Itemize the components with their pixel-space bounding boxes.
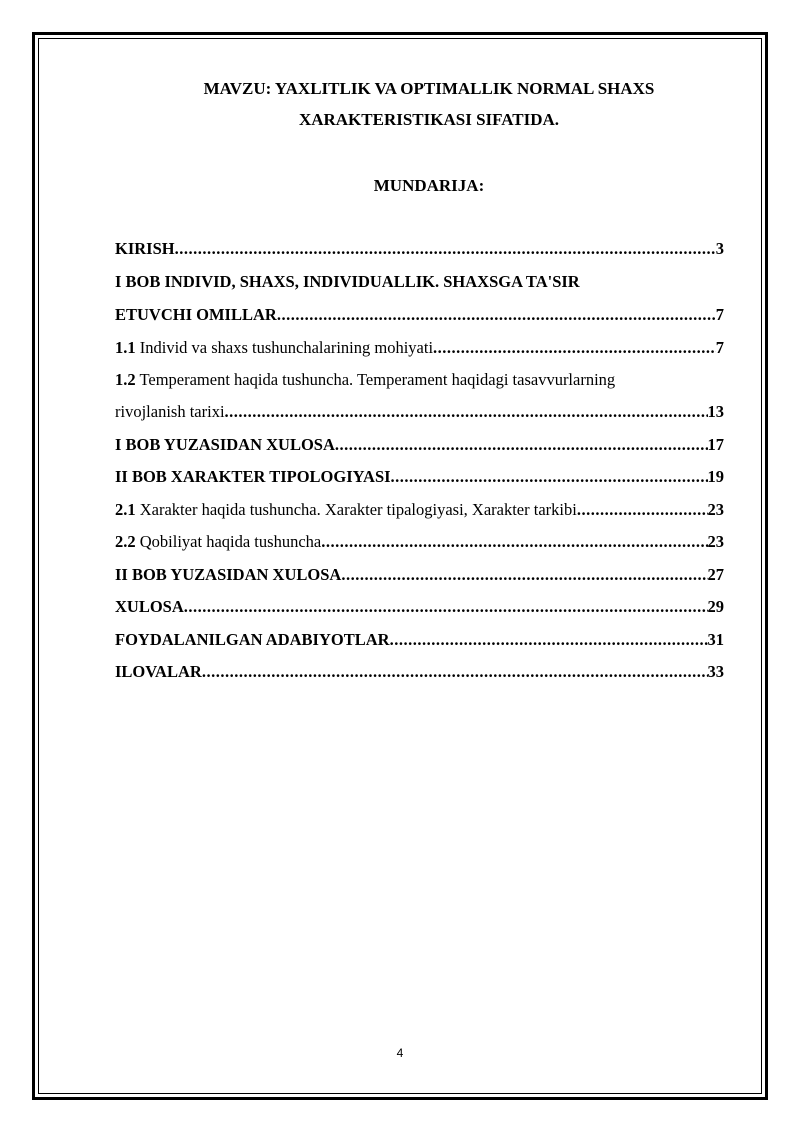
toc-leader-dots: [390, 627, 708, 653]
toc-entry-title: ILOVALAR: [115, 662, 202, 681]
toc-leader-dots: [175, 236, 716, 262]
toc-entry-title: I BOB YUZASIDAN XULOSA: [115, 435, 335, 454]
toc-entry-title: Individ va shaxs tushunchalarining mohiyati: [135, 338, 434, 357]
toc-leader-dots: [184, 594, 708, 620]
toc-entry-title: FOYDALANILGAN ADABIYOTLAR: [115, 630, 390, 649]
toc-entry-bob1-line2[interactable]: [115, 302, 724, 328]
toc-leader-dots: [577, 497, 708, 523]
toc-entry-title: Xarakter haqida tushuncha. Xarakter tipalogiyasi, Xarakter tarkibi: [135, 500, 577, 519]
toc-entry-title: XULOSA: [115, 597, 184, 616]
toc-entry-bob1-line1[interactable]: [115, 269, 724, 295]
toc-entry-bob2[interactable]: [115, 464, 724, 490]
page-number: 4: [396, 1046, 404, 1060]
toc-leader-dots: [335, 432, 708, 458]
toc-page-number: 27: [707, 565, 724, 584]
toc-entry-title: I BOB INDIVID, SHAXS, INDIVIDUALLIK. SHAXSGA TA'SIR: [115, 272, 580, 291]
toc-leader-dots: [321, 529, 707, 555]
toc-entry-1-2-line1[interactable]: [115, 367, 724, 393]
toc-entry-2-1[interactable]: [115, 497, 724, 523]
toc-heading: MUNDARIJA:: [373, 176, 485, 195]
toc-section-number: 1.1: [115, 338, 136, 357]
toc-page-number: 13: [707, 402, 724, 421]
toc-entry-title: KIRISH: [115, 239, 175, 258]
toc-section-number: 1.2: [115, 370, 136, 389]
toc-entry-title: Qobiliyat haqida tushuncha: [135, 532, 322, 551]
toc-entry-bob1-xulosa[interactable]: [115, 432, 724, 458]
toc-entry-title: II BOB YUZASIDAN XULOSA: [115, 565, 342, 584]
toc-entry-title: ETUVCHI OMILLAR: [115, 305, 277, 324]
document-title-line1: MAVZU: YAXLITLIK VA OPTIMALLIK NORMAL SHAXS: [203, 79, 655, 98]
toc-entry-xulosa[interactable]: [115, 594, 724, 620]
toc-page-number: 17: [707, 435, 724, 454]
document-title-line2: XARAKTERISTIKASI SIFATIDA.: [298, 110, 560, 129]
toc-page-number: 19: [707, 467, 724, 486]
toc-page-number: 33: [707, 662, 724, 681]
toc-entry-title: II BOB XARAKTER TIPOLOGIYASI: [115, 467, 391, 486]
toc-leader-dots: [225, 399, 708, 425]
toc-leader-dots: [391, 464, 708, 490]
toc-entry-title: Temperament haqida tushuncha. Temperament haqidagi tasavvurlarning: [135, 370, 616, 389]
toc-entry-kirish[interactable]: [115, 236, 724, 262]
toc-entry-adabiyotlar[interactable]: [115, 627, 724, 653]
toc-leader-dots: [433, 335, 716, 361]
toc-section-number: 2.2: [115, 532, 136, 551]
toc-page-number: 29: [707, 597, 724, 616]
toc-leader-dots: [277, 302, 716, 328]
toc-entry-title: rivojlanish tarixi: [115, 402, 225, 421]
toc-entry-1-2-line2[interactable]: [115, 399, 724, 425]
toc-page-number: 23: [707, 532, 724, 551]
toc-leader-dots: [202, 659, 708, 685]
toc-page-number: 7: [715, 338, 724, 357]
toc-page-number: 7: [715, 305, 724, 324]
toc-leader-dots: [341, 562, 707, 588]
toc-page-number: 23: [707, 500, 724, 519]
toc-page-number: 31: [707, 630, 724, 649]
toc-entry-1-1[interactable]: [115, 335, 724, 361]
toc-page-number: 3: [715, 239, 724, 258]
toc-entry-ilovalar[interactable]: [115, 659, 724, 685]
toc-entry-2-2[interactable]: [115, 529, 724, 555]
toc-entry-bob2-xulosa[interactable]: [115, 562, 724, 588]
toc-section-number: 2.1: [115, 500, 136, 519]
